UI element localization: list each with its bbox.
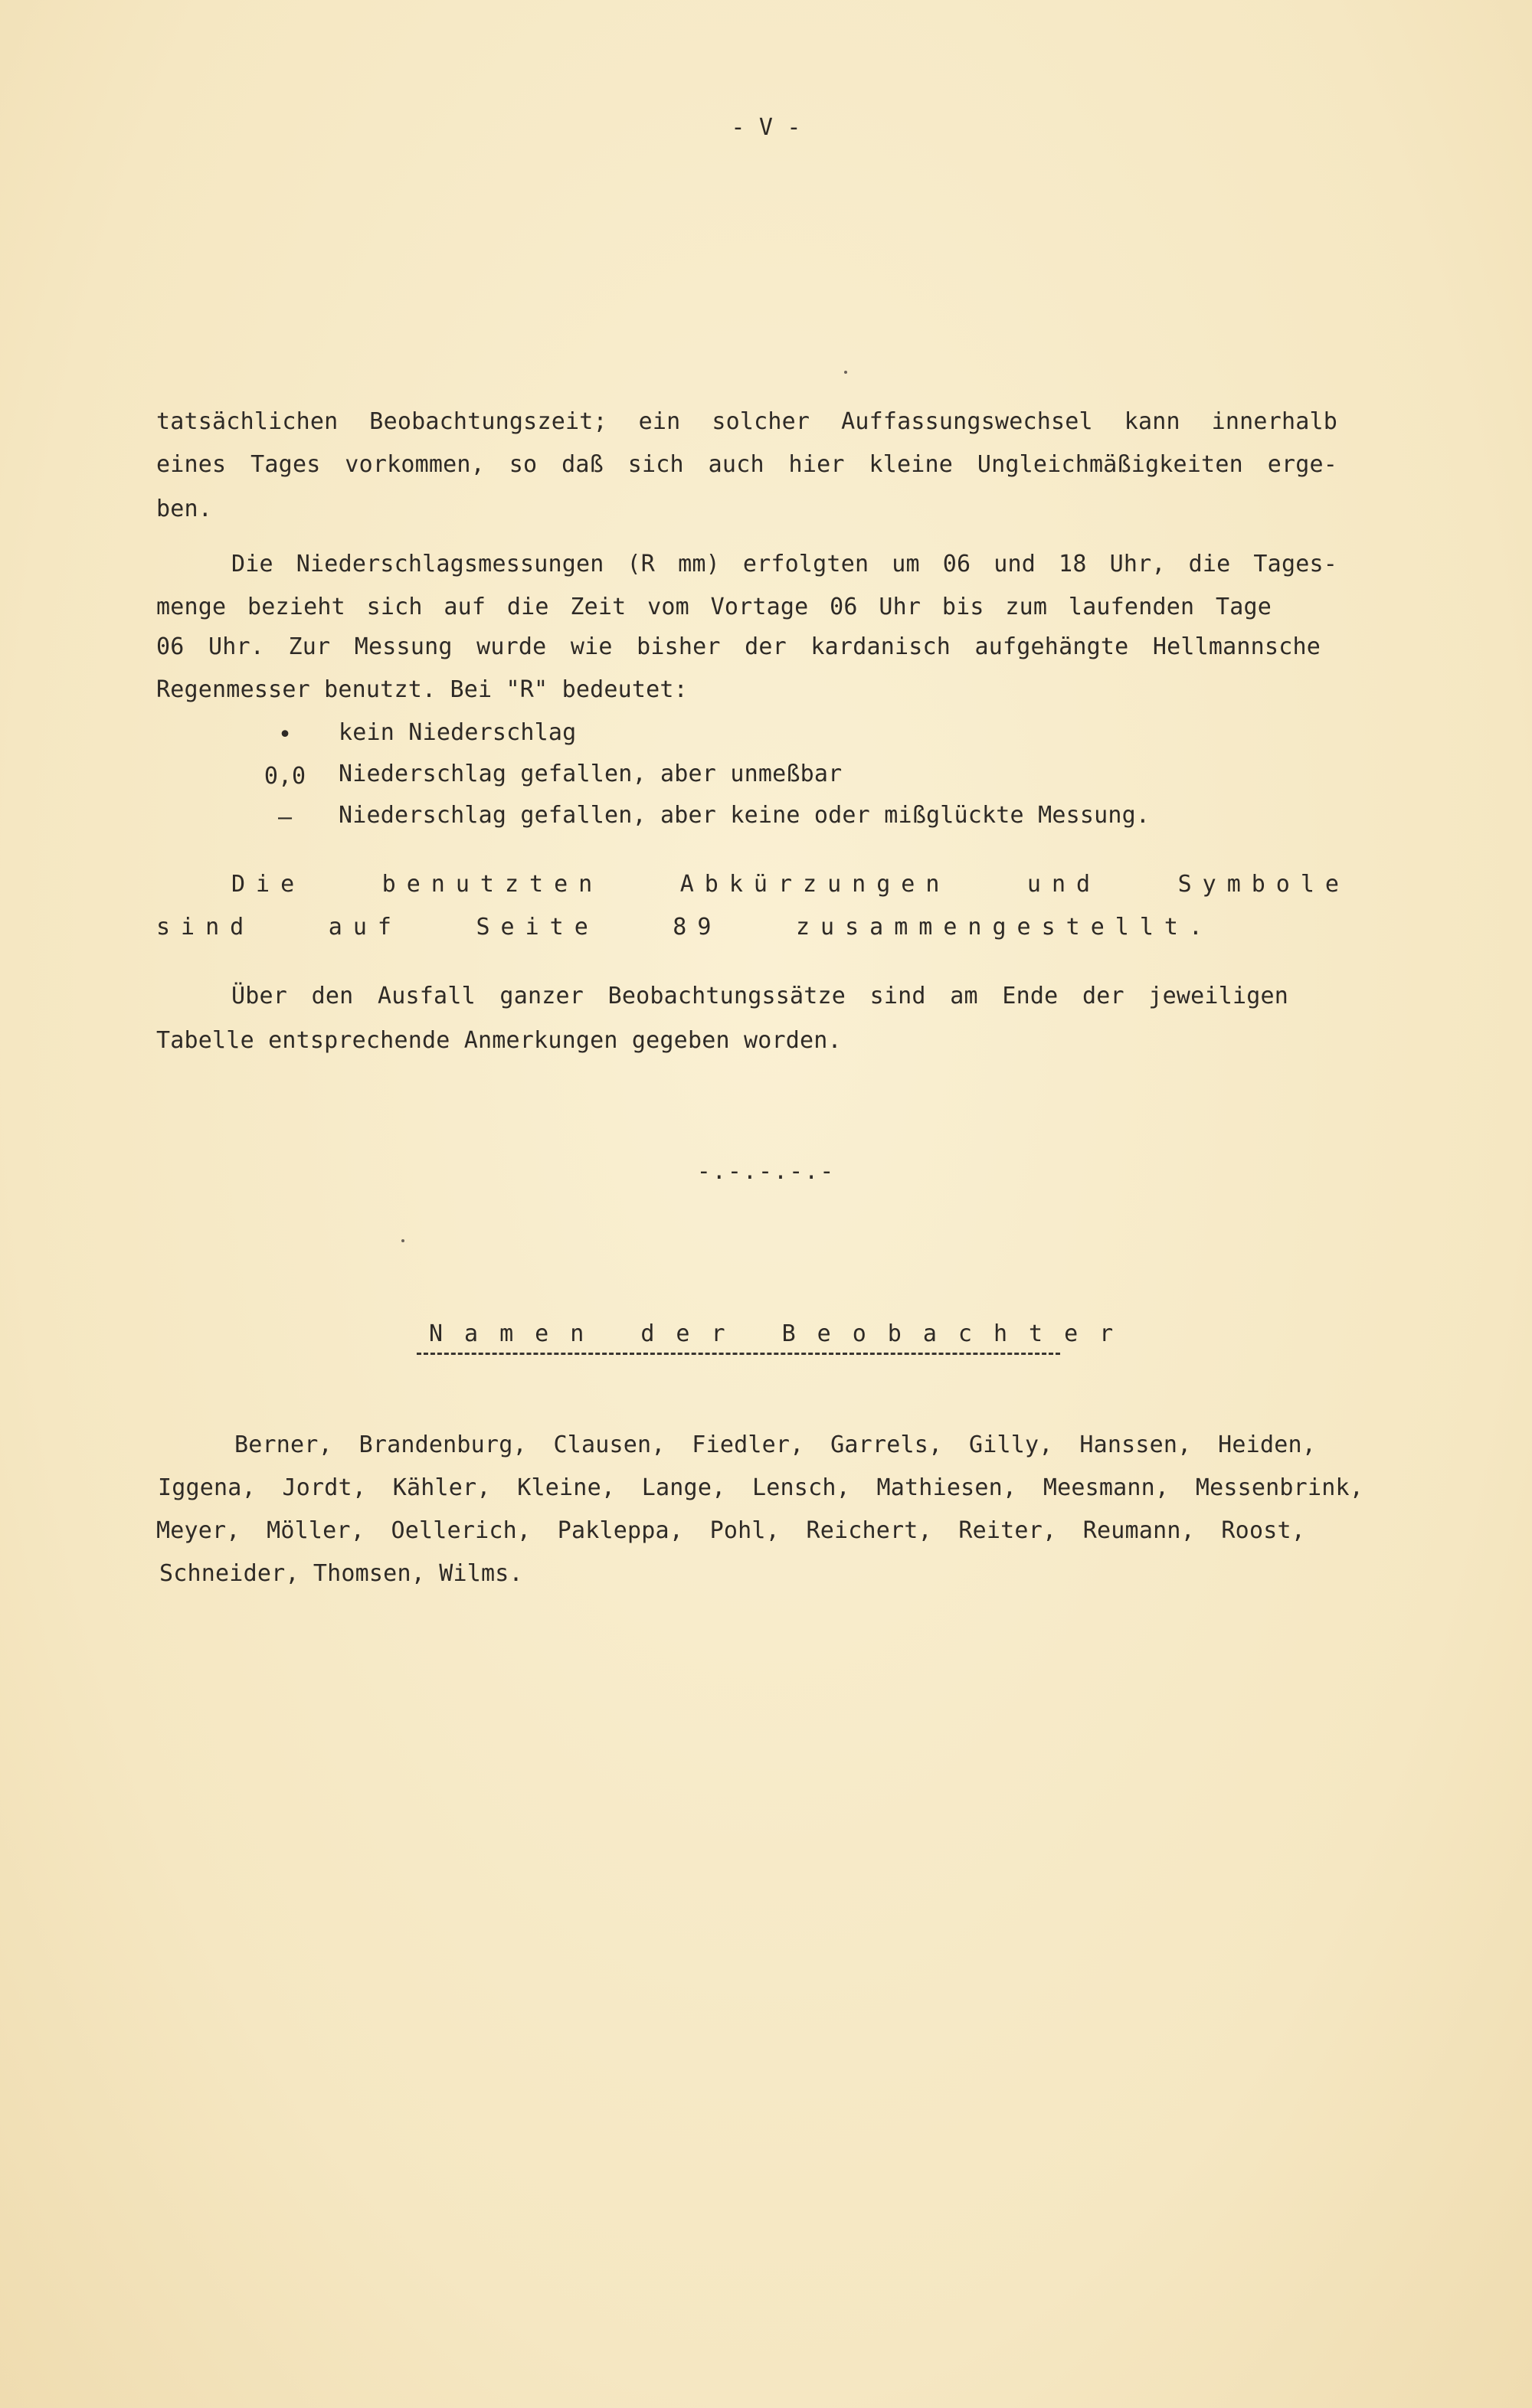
paper-speck	[401, 1239, 404, 1242]
paper-speck	[844, 371, 847, 374]
legend-symbol-zero: 0,0	[264, 763, 306, 790]
paragraph3-line-1: Über den Ausfall ganzer Beobachtungssätze sind am Ende der jeweiligen	[231, 983, 1288, 1009]
legend-text-3: Niederschlag gefallen, aber keine oder mißglückte Messung.	[339, 802, 1151, 829]
paragraph2-line-2: menge bezieht sich auf die Zeit vom Vortage 06 Uhr bis zum laufenden Tage	[156, 594, 1272, 620]
legend-symbol-dot: •	[277, 721, 293, 748]
section-separator: -.-.-.-.-	[696, 1158, 836, 1185]
paragraph2-line-4: Regenmesser benutzt. Bei "R" bedeutet:	[156, 676, 688, 703]
paragraph2-line-3: 06 Uhr. Zur Messung wurde wie bisher der kardanisch aufgehängte Hellmannsche	[156, 633, 1321, 660]
legend-text-1: kein Niederschlag	[339, 719, 577, 746]
observers-line-1: Berner, Brandenburg, Clausen, Fiedler, Garrels, Gilly, Hanssen, Heiden,	[234, 1431, 1316, 1458]
paragraph2-line-1: Die Niederschlagsmessungen (R mm) erfolgten um 06 und 18 Uhr, die Tages-	[231, 551, 1337, 577]
abbreviations-line-2: sind auf Seite 89 zusammengestellt.	[156, 914, 1213, 941]
paragraph1-line-2: eines Tages vorkommen, so daß sich auch hier kleine Ungleichmäßigkeiten erge-	[156, 451, 1337, 478]
observers-heading: Namen der Beobachter	[429, 1320, 1135, 1347]
paragraph3-line-2: Tabelle entsprechende Anmerkungen gegeben worden.	[156, 1027, 842, 1054]
page-number: - V -	[731, 114, 801, 141]
observers-line-3: Meyer, Möller, Oellerich, Pakleppa, Pohl, Reichert, Reiter, Reumann, Roost,	[156, 1517, 1305, 1544]
paragraph1-line-3: ben.	[156, 496, 213, 522]
abbreviations-line-1: Die benutzten Abkürzungen und Symbole	[231, 871, 1350, 898]
observers-line-4: Schneider, Thomsen, Wilms.	[159, 1560, 523, 1587]
legend-symbol-dash: —	[277, 804, 293, 831]
paragraph1-line-1: tatsächlichen Beobachtungszeit; ein solcher Auffassungswechsel kann innerhalb	[156, 408, 1337, 435]
heading-underline	[417, 1353, 1060, 1355]
legend-text-2: Niederschlag gefallen, aber unmeßbar	[339, 761, 843, 787]
observers-line-2: Iggena, Jordt, Kähler, Kleine, Lange, Lensch, Mathiesen, Meesmann, Messenbrink,	[158, 1474, 1363, 1501]
